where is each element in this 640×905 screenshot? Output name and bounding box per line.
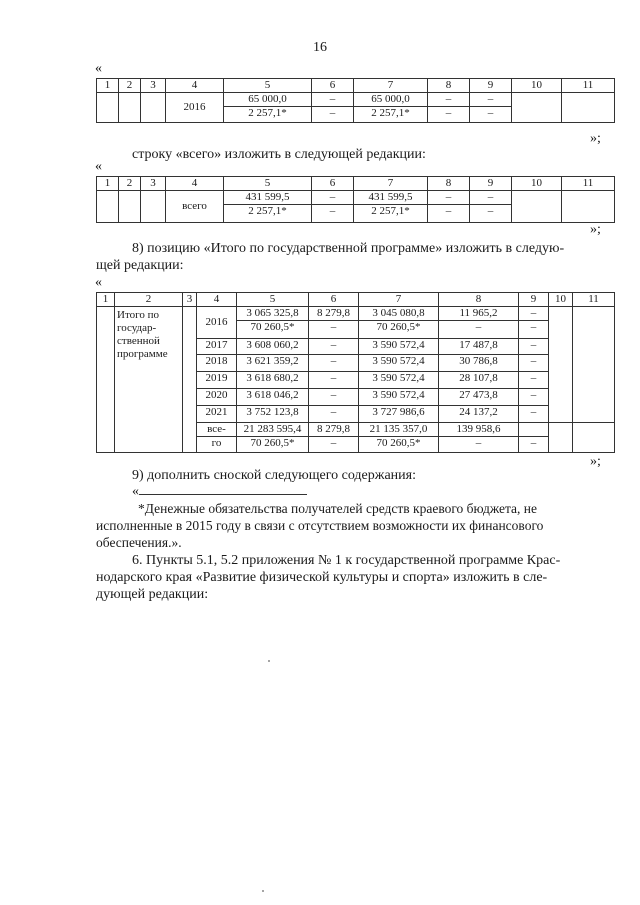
year-cell: 2016	[166, 93, 224, 123]
header-cell: 5	[224, 79, 312, 93]
table-header-row	[97, 79, 615, 93]
table-header-row	[97, 293, 615, 307]
table-cell: 3 752 123,8	[237, 406, 309, 423]
table-cell: 24 137,2	[439, 406, 519, 423]
table-cell: 70 260,5*	[237, 321, 309, 339]
table-cell: 11 965,2	[439, 307, 519, 321]
header-cell: 4	[197, 293, 237, 307]
page-number: 16	[313, 40, 327, 55]
table-cell: 3 065 325,8	[237, 307, 309, 321]
table-cell: 65 000,0	[224, 93, 312, 107]
table-cell: 70 260,5*	[359, 437, 439, 453]
table-cell: 8 279,8	[309, 307, 359, 321]
header-cell: 10	[549, 293, 573, 307]
header-cell: 10	[512, 177, 562, 191]
table-cell: –	[519, 437, 549, 453]
table-cell: 30 786,8	[439, 355, 519, 372]
table-cell	[519, 423, 549, 437]
footnote-quote-line	[132, 483, 307, 500]
table-2	[96, 176, 615, 223]
table-cell: 3 590 572,4	[359, 339, 439, 355]
table-cell: 3 608 060,2	[237, 339, 309, 355]
paragraph-6-line3: дующей редакции:	[96, 587, 209, 602]
scan-speck	[268, 660, 270, 662]
close-quote-2: »;	[590, 222, 601, 237]
table-cell: 27 473,8	[439, 389, 519, 406]
table-cell: 2 257,1*	[224, 205, 312, 223]
year-cell: 2021	[197, 406, 237, 423]
header-cell: 4	[166, 79, 224, 93]
table-cell: –	[312, 93, 354, 107]
table-cell: 139 958,6	[439, 423, 519, 437]
paragraph-vsego: строку «всего» изложить в следующей редакции:	[132, 147, 426, 162]
table-cell: 3 590 572,4	[359, 372, 439, 389]
table-cell: –	[470, 107, 512, 123]
header-cell: 9	[470, 177, 512, 191]
table-cell: –	[309, 437, 359, 453]
header-cell: 2	[119, 79, 141, 93]
table-cell: –	[519, 355, 549, 372]
table-cell: 3 621 359,2	[237, 355, 309, 372]
year-cell: 2019	[197, 372, 237, 389]
header-cell: 8	[428, 177, 470, 191]
header-cell: 5	[224, 177, 312, 191]
table-cell: –	[312, 191, 354, 205]
table-cell: 3 618 046,2	[237, 389, 309, 406]
table-cell: 21 135 357,0	[359, 423, 439, 437]
table-cell: 70 260,5*	[237, 437, 309, 453]
table-cell: –	[519, 406, 549, 423]
table-cell: –	[519, 339, 549, 355]
header-cell: 2	[115, 293, 183, 307]
footnote-line2: исполненные в 2015 году в связи с отсутствием возможности их финансового	[96, 518, 544, 533]
table-cell: –	[309, 339, 359, 355]
header-cell: 4	[166, 177, 224, 191]
year-cell: 2016	[197, 307, 237, 339]
year-cell: 2020	[197, 389, 237, 406]
open-quote-2: «	[95, 159, 102, 174]
table-cell: 2 257,1*	[354, 107, 428, 123]
year-cell: го	[197, 437, 237, 453]
close-quote-3: »;	[590, 454, 601, 469]
paragraph-8-line2: щей редакции:	[96, 258, 184, 273]
table-cell: –	[309, 355, 359, 372]
table-1	[96, 78, 615, 123]
table-row	[97, 191, 615, 205]
table-cell: –	[519, 389, 549, 406]
header-cell: 6	[309, 293, 359, 307]
table-cell: 431 599,5	[354, 191, 428, 205]
header-cell: 3	[183, 293, 197, 307]
header-cell: 1	[97, 293, 115, 307]
table-cell: 3 590 572,4	[359, 389, 439, 406]
table-cell: –	[309, 389, 359, 406]
header-cell: 1	[97, 79, 119, 93]
footnote-line3: обеспечения.».	[96, 535, 182, 550]
header-cell: 1	[97, 177, 119, 191]
table-cell: –	[428, 191, 470, 205]
table-cell: –	[312, 107, 354, 123]
table-cell: –	[309, 406, 359, 423]
scan-speck	[262, 890, 264, 892]
table-cell: –	[470, 93, 512, 107]
paragraph-9: 9) дополнить сноской следующего содержания:	[132, 468, 416, 483]
table-cell: 2 257,1*	[354, 205, 428, 223]
paragraph-8-line1: 8) позицию «Итого по государственной программе» изложить в следую-	[132, 241, 565, 256]
year-cell: все-	[197, 423, 237, 437]
header-cell: 7	[359, 293, 439, 307]
table-cell: –	[470, 191, 512, 205]
year-cell: 2017	[197, 339, 237, 355]
table-cell: –	[309, 321, 359, 339]
table-cell: –	[428, 93, 470, 107]
header-cell: 6	[312, 79, 354, 93]
table-cell: 8 279,8	[309, 423, 359, 437]
table-cell: –	[428, 205, 470, 223]
header-cell: 9	[519, 293, 549, 307]
table-cell: 2 257,1*	[224, 107, 312, 123]
header-cell: 8	[428, 79, 470, 93]
table-cell: 17 487,8	[439, 339, 519, 355]
table-header-row	[97, 177, 615, 191]
paragraph-6-line2: нодарского края «Развитие физической культуры и спорта» изложить в сле-	[96, 570, 548, 585]
table-cell: 3 045 080,8	[359, 307, 439, 321]
open-quote-3: «	[95, 275, 102, 290]
table-cell: –	[470, 205, 512, 223]
header-cell: 10	[512, 79, 562, 93]
header-cell: 11	[562, 177, 615, 191]
table-cell: 431 599,5	[224, 191, 312, 205]
footnote-separator	[139, 484, 307, 495]
header-cell: 3	[141, 177, 166, 191]
open-quote-1: «	[95, 61, 102, 76]
table-cell: –	[519, 372, 549, 389]
header-cell: 11	[562, 79, 615, 93]
header-cell: 5	[237, 293, 309, 307]
table-cell: 28 107,8	[439, 372, 519, 389]
table-cell: 3 727 986,6	[359, 406, 439, 423]
year-cell: 2018	[197, 355, 237, 372]
header-cell: 7	[354, 79, 428, 93]
header-cell: 2	[119, 177, 141, 191]
table-cell: –	[519, 307, 549, 321]
table-3	[96, 292, 615, 453]
table-cell: 3 590 572,4	[359, 355, 439, 372]
header-cell: 8	[439, 293, 519, 307]
table-cell: 65 000,0	[354, 93, 428, 107]
table-cell: 21 283 595,4	[237, 423, 309, 437]
table-cell: –	[519, 321, 549, 339]
open-quote-4: «	[132, 484, 139, 499]
table-cell: –	[312, 205, 354, 223]
table-cell: –	[439, 321, 519, 339]
header-cell: 11	[573, 293, 615, 307]
table-row	[97, 307, 615, 321]
table-cell: –	[428, 107, 470, 123]
header-cell: 9	[470, 79, 512, 93]
total-label-cell: всего	[166, 191, 224, 223]
header-cell: 6	[312, 177, 354, 191]
footnote-line1: *Денежные обязательства получателей средств краевого бюджета, не	[138, 501, 537, 516]
header-cell: 7	[354, 177, 428, 191]
table-row	[97, 93, 615, 107]
close-quote-1: »;	[590, 131, 601, 146]
table-cell: 3 618 680,2	[237, 372, 309, 389]
paragraph-6-line1: 6. Пункты 5.1, 5.2 приложения № 1 к государственной программе Крас-	[132, 553, 561, 568]
table-cell: –	[309, 372, 359, 389]
program-name-cell: Итого по государ-ственной программе	[115, 307, 183, 453]
header-cell: 3	[141, 79, 166, 93]
table-cell: 70 260,5*	[359, 321, 439, 339]
table-cell: –	[439, 437, 519, 453]
